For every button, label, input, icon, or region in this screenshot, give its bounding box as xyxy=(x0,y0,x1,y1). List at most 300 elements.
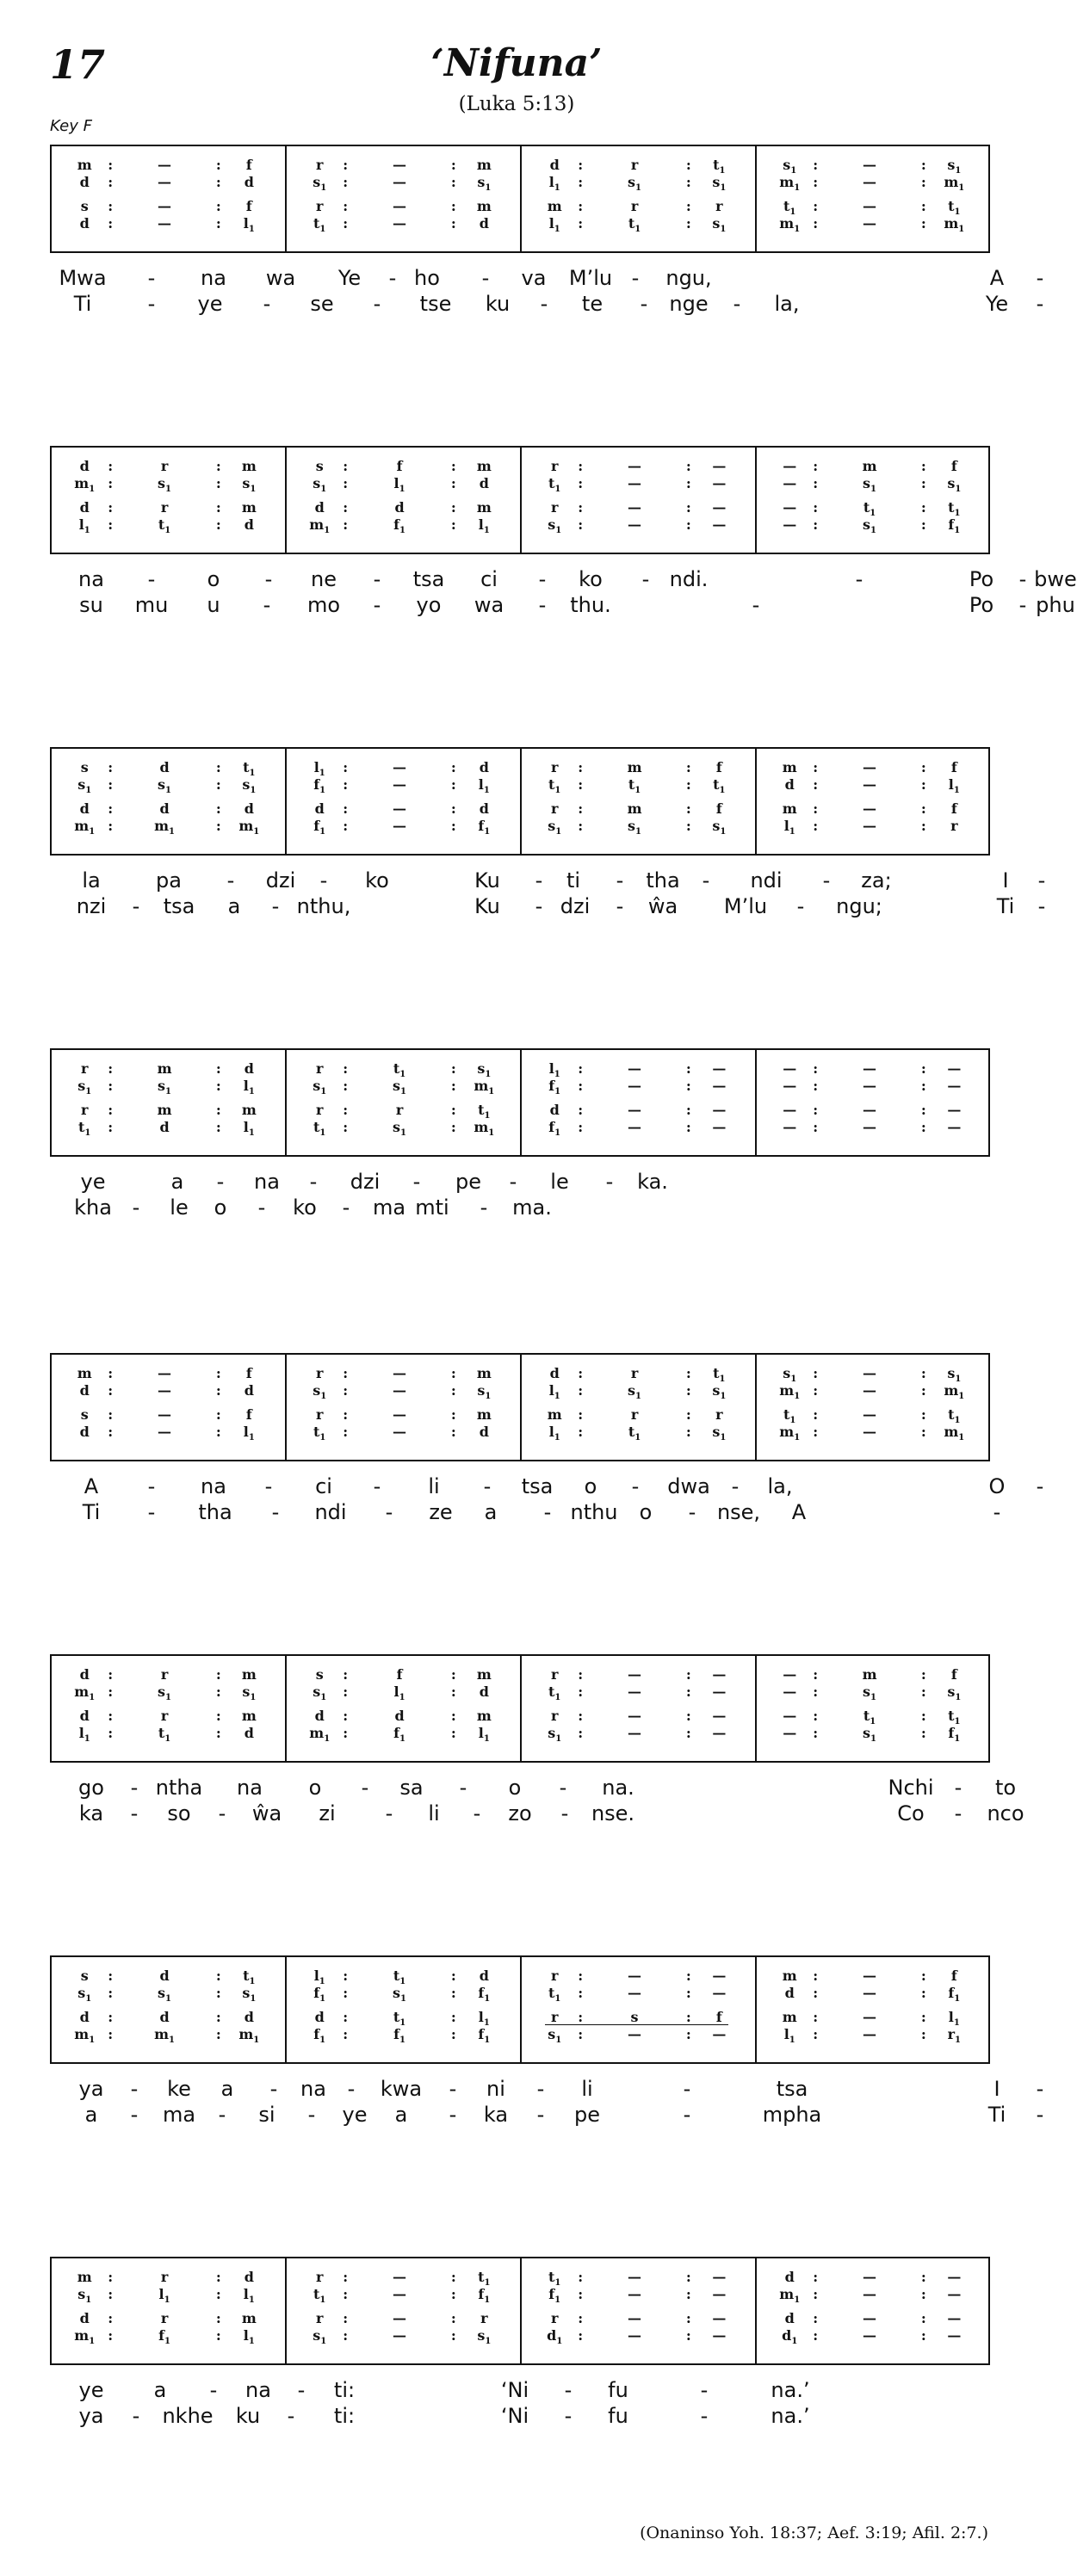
solfa-note: — xyxy=(393,215,407,232)
solfa-note: d xyxy=(479,1968,489,1984)
lyric-syllable: o xyxy=(584,1474,597,1498)
syllable-hyphen: - xyxy=(147,567,156,591)
beat-separator: : xyxy=(108,215,114,232)
beat-separator: : xyxy=(813,516,819,533)
beat-separator: : xyxy=(215,157,221,173)
solfa-note: — xyxy=(863,174,877,190)
lyric-syllable: tsa xyxy=(776,2077,808,2101)
lyric-line xyxy=(50,566,1077,592)
syllable-hyphen: - xyxy=(538,567,547,591)
solfa-note: $s_1$ xyxy=(242,475,257,495)
lyric-syllable: o xyxy=(639,1500,653,1524)
beat-separator: : xyxy=(920,1119,926,1135)
lyric-syllable: ko xyxy=(579,567,603,591)
beat-separator: : xyxy=(108,1060,114,1077)
beat-separator: : xyxy=(578,2327,584,2344)
scripture-reference: (Luka 5:13) xyxy=(458,93,575,115)
beat-separator: : xyxy=(813,818,819,834)
solfa-note: $f_1$ xyxy=(948,516,961,536)
syllable-hyphen: - xyxy=(342,1195,350,1220)
solfa-note: $s_1$ xyxy=(712,818,727,837)
solfa-note: $l_1$ xyxy=(478,2009,490,2029)
syllable-hyphen: - xyxy=(536,2103,545,2127)
beat-separator: : xyxy=(920,1968,926,1984)
beat-separator: : xyxy=(343,1968,349,1984)
solfa-note: $t_1$ xyxy=(548,1985,561,2005)
solfa-note: $f_1$ xyxy=(478,1985,491,2005)
beat-separator: : xyxy=(920,458,926,474)
lyric-syllable: dwa xyxy=(667,1474,710,1498)
beat-separator: : xyxy=(450,1406,456,1423)
solfa-note: $t_1$ xyxy=(393,2009,406,2029)
beat-separator: : xyxy=(215,2026,221,2042)
beat-separator: : xyxy=(578,759,584,775)
solfa-note: $t_1$ xyxy=(713,1365,726,1385)
beat-separator: : xyxy=(108,1968,114,1984)
syllable-hyphen: - xyxy=(631,266,640,290)
lyric-line xyxy=(50,2377,990,2403)
solfa-note: — xyxy=(863,2009,877,2025)
lyric-syllable: a xyxy=(170,1170,184,1194)
lyric-syllable: tsa xyxy=(521,1474,554,1498)
solfa-note: s xyxy=(80,198,89,214)
lyric-syllable: ma xyxy=(162,2103,196,2127)
beat-separator: : xyxy=(813,1078,819,1094)
solfa-note: $s_1$ xyxy=(947,1365,962,1385)
beat-separator: : xyxy=(343,1119,349,1135)
solfa-note: — xyxy=(947,1102,962,1118)
lyric-syllable: nse, xyxy=(716,1500,761,1524)
syllable-hyphen: - xyxy=(269,2077,278,2101)
lyric-syllable: pe xyxy=(574,2103,600,2127)
lyric-syllable: dzi xyxy=(350,1170,381,1194)
solfa-note: m xyxy=(547,198,562,214)
lyric-syllable: ŵa xyxy=(647,894,678,918)
beat-separator: : xyxy=(685,1119,691,1135)
syllable-hyphen: - xyxy=(216,1170,225,1194)
bar-line xyxy=(755,1355,757,1460)
beat-separator: : xyxy=(450,1424,456,1440)
solfa-note: s xyxy=(80,1968,89,1984)
solfa-note: f xyxy=(950,1666,957,1683)
beat-separator: : xyxy=(578,2009,584,2025)
beat-separator: : xyxy=(813,1406,819,1423)
syllable-hyphen: - xyxy=(130,1776,139,1800)
beat-separator: : xyxy=(108,475,114,491)
lyric-line xyxy=(50,1195,990,1220)
solfa-note: $l_1$ xyxy=(548,215,560,235)
beat-separator: : xyxy=(215,1365,221,1381)
syllable-hyphen: - xyxy=(683,2103,691,2127)
beat-separator: : xyxy=(215,2327,221,2344)
beat-separator: : xyxy=(920,1708,926,1724)
syllable-hyphen: - xyxy=(287,2404,295,2428)
beat-separator: : xyxy=(343,2327,349,2344)
beat-separator: : xyxy=(813,2269,819,2285)
solfa-note: r xyxy=(316,1102,324,1118)
lyric-syllable: a xyxy=(394,2103,408,2127)
solfa-note: r xyxy=(160,2310,169,2326)
lyric-syllable: ka. xyxy=(637,1170,668,1194)
lyric-syllable: tha xyxy=(198,1500,232,1524)
syllable-hyphen: - xyxy=(226,868,235,893)
solfa-note: $s_1$ xyxy=(947,475,962,495)
lyric-syllable: kha xyxy=(74,1195,112,1220)
beat-separator: : xyxy=(920,215,926,232)
syllable-hyphen: - xyxy=(209,2378,218,2402)
beat-separator: : xyxy=(813,174,819,190)
beat-separator: : xyxy=(813,499,819,516)
solfa-note: — xyxy=(393,800,407,817)
lyric-syllable: la, xyxy=(774,292,800,316)
beat-separator: : xyxy=(215,818,221,834)
beat-separator: : xyxy=(108,2009,114,2025)
solfa-note: m xyxy=(476,458,492,474)
solfa-note: $t_1$ xyxy=(548,776,561,796)
beat-separator: : xyxy=(813,1119,819,1135)
solfa-note: r xyxy=(551,1968,559,1984)
beat-separator: : xyxy=(108,174,114,190)
solfa-note: — xyxy=(712,1060,727,1077)
beat-separator: : xyxy=(215,2310,221,2326)
lyric-syllable: zo xyxy=(508,1801,532,1825)
solfa-note: m xyxy=(241,1708,257,1724)
solfa-note: $l_1$ xyxy=(243,2286,255,2306)
beat-separator: : xyxy=(450,458,456,474)
solfa-note: $t_1$ xyxy=(948,1406,961,1426)
solfa-note: $s_1$ xyxy=(477,1060,492,1080)
beat-separator: : xyxy=(578,2269,584,2285)
solfa-note: — xyxy=(863,1406,877,1423)
solfa-note: — xyxy=(628,1078,642,1094)
solfa-note: $l_1$ xyxy=(393,1683,405,1703)
solfa-note: — xyxy=(712,475,727,491)
syllable-hyphen: - xyxy=(147,1474,156,1498)
lyric-syllable: ndi xyxy=(314,1500,347,1524)
solfa-note: $s_1$ xyxy=(783,1365,797,1385)
syllable-hyphen: - xyxy=(218,1801,226,1825)
solfa-note: — xyxy=(712,499,727,516)
bar-line xyxy=(520,1656,522,1761)
music-system xyxy=(50,2257,990,2429)
beat-separator: : xyxy=(813,157,819,173)
lyric-syllable: ku xyxy=(485,292,511,316)
beat-separator: : xyxy=(920,499,926,516)
lyric-syllable: a xyxy=(227,894,241,918)
syllable-hyphen: - xyxy=(147,1500,156,1524)
syllable-hyphen: - xyxy=(130,2077,139,2101)
solfa-note: r xyxy=(630,157,639,173)
lyric-syllable: I xyxy=(993,2077,1000,2101)
solfa-note: f xyxy=(245,198,252,214)
syllable-hyphen: - xyxy=(218,2103,226,2127)
beat-separator: : xyxy=(215,2286,221,2302)
solfa-note: — xyxy=(863,1985,877,2001)
solfa-note: $t_1$ xyxy=(713,776,726,796)
beat-separator: : xyxy=(450,1666,456,1683)
solfa-note: d xyxy=(479,475,489,491)
beat-separator: : xyxy=(450,1708,456,1724)
solfa-note: s xyxy=(630,2009,639,2025)
solfa-note: $f_1$ xyxy=(548,1078,561,1097)
beat-separator: : xyxy=(450,215,456,232)
bar-line xyxy=(520,146,522,251)
lyric-syllable: u xyxy=(207,593,220,617)
solfa-note: — xyxy=(712,1683,727,1700)
solfa-note: $t_1$ xyxy=(478,1102,491,1121)
solfa-note: d xyxy=(79,800,90,817)
solfa-note: d xyxy=(394,1708,405,1724)
syllable-hyphen: - xyxy=(373,567,381,591)
solfa-note: — xyxy=(628,1725,642,1741)
solfa-note: — xyxy=(628,1060,642,1077)
solfa-note: — xyxy=(783,1102,797,1118)
solfa-note: d xyxy=(479,1683,489,1700)
syllable-hyphen: - xyxy=(257,1195,266,1220)
beat-separator: : xyxy=(215,215,221,232)
solfa-note: r xyxy=(715,198,723,214)
solfa-note: $d_1$ xyxy=(782,2327,798,2347)
lyric-syllable: ntha xyxy=(155,1776,203,1800)
lyric-syllable: ma xyxy=(372,1195,406,1220)
solfa-note: $t_1$ xyxy=(393,1968,406,1987)
solfa-note: — xyxy=(393,2310,407,2326)
beat-separator: : xyxy=(450,499,456,516)
solfa-note: d xyxy=(79,2310,90,2326)
solfa-note: d xyxy=(244,174,254,190)
syllable-hyphen: - xyxy=(130,1801,139,1825)
solfa-note: $s_1$ xyxy=(783,157,797,176)
beat-separator: : xyxy=(343,1382,349,1399)
lyric-syllable: Ku xyxy=(474,868,500,893)
solfa-note: — xyxy=(712,2026,727,2042)
lyric-syllable: tsa xyxy=(412,567,445,591)
lyric-syllable: yo xyxy=(416,593,442,617)
beat-separator: : xyxy=(343,2026,349,2042)
solfa-note: — xyxy=(628,1708,642,1724)
beat-separator: : xyxy=(108,1666,114,1683)
beat-separator: : xyxy=(343,1406,349,1423)
syllable-hyphen: - xyxy=(993,1500,1001,1524)
beat-separator: : xyxy=(578,2026,584,2042)
music-system xyxy=(50,1654,1024,1826)
beat-separator: : xyxy=(215,174,221,190)
beat-separator: : xyxy=(920,516,926,533)
solfa-note: $s_1$ xyxy=(548,818,562,837)
beat-separator: : xyxy=(920,2286,926,2302)
solfa-note: $s_1$ xyxy=(77,1078,92,1097)
syllable-hyphen: - xyxy=(1036,292,1044,316)
beat-separator: : xyxy=(578,1708,584,1724)
solfa-note: r xyxy=(551,800,559,817)
beat-separator: : xyxy=(813,800,819,817)
syllable-hyphen: - xyxy=(796,894,805,918)
beat-separator: : xyxy=(108,1365,114,1381)
lyric-syllable: A xyxy=(989,266,1005,290)
beat-separator: : xyxy=(343,1708,349,1724)
beat-separator: : xyxy=(920,1666,926,1683)
beat-separator: : xyxy=(685,1382,691,1399)
syllable-hyphen: - xyxy=(752,593,760,617)
solfa-note: $t_1$ xyxy=(628,776,641,796)
solfa-note: — xyxy=(783,516,797,533)
beat-separator: : xyxy=(343,215,349,232)
beat-separator: : xyxy=(685,776,691,793)
bar-line xyxy=(520,1355,522,1460)
beat-separator: : xyxy=(108,2310,114,2326)
solfa-note: — xyxy=(783,1119,797,1135)
solfa-note: f xyxy=(950,458,957,474)
solfa-note: — xyxy=(393,1406,407,1423)
solfa-note: — xyxy=(628,499,642,516)
solfa-note: — xyxy=(783,1078,797,1094)
beat-separator: : xyxy=(813,1060,819,1077)
beat-separator: : xyxy=(343,1985,349,2001)
music-system xyxy=(50,747,1046,919)
lyric-syllable: nse. xyxy=(591,1801,635,1825)
solfa-note: $m_1$ xyxy=(779,2286,801,2306)
lyric-syllable: le xyxy=(170,1195,189,1220)
solfa-note: d xyxy=(79,1424,90,1440)
lyric-syllable: Po xyxy=(969,593,994,617)
lyric-syllable: ci xyxy=(315,1474,332,1498)
solfa-note: $m_1$ xyxy=(944,174,965,194)
solfa-note: $s_1$ xyxy=(477,174,492,194)
lyric-syllable: nthu xyxy=(570,1500,618,1524)
solfa-note: d xyxy=(314,800,325,817)
bar-line xyxy=(520,749,522,854)
lyric-syllable: nthu, xyxy=(296,894,351,918)
syllable-hyphen: - xyxy=(640,292,648,316)
beat-separator: : xyxy=(920,2009,926,2025)
solfa-note: $s_1$ xyxy=(477,1382,492,1402)
syllable-hyphen: - xyxy=(564,2378,573,2402)
beat-separator: : xyxy=(343,1424,349,1440)
solfa-note: $l_1$ xyxy=(78,516,90,536)
solfa-note: $m_1$ xyxy=(74,2327,96,2347)
solfa-note: f xyxy=(715,800,722,817)
solfa-note: d xyxy=(79,1708,90,1724)
lyric-syllable: va xyxy=(521,266,547,290)
solfa-note: $f_1$ xyxy=(313,1985,326,2005)
beat-separator: : xyxy=(813,2286,819,2302)
beat-separator: : xyxy=(578,1725,584,1741)
solfa-note: m xyxy=(476,198,492,214)
solfa-note: $s_1$ xyxy=(863,1683,877,1703)
beat-separator: : xyxy=(450,2327,456,2344)
lyric-syllable: na.’ xyxy=(771,2404,810,2428)
lyric-syllable: nco xyxy=(987,1801,1024,1825)
solfa-note: r xyxy=(630,198,639,214)
bar-line xyxy=(520,448,522,553)
lyric-syllable: ka xyxy=(78,1801,104,1825)
lyric-syllable: na.’ xyxy=(771,2378,810,2402)
beat-separator: : xyxy=(578,1406,584,1423)
beat-separator: : xyxy=(813,475,819,491)
lyric-syllable: na xyxy=(245,2378,271,2402)
solfa-note: $s_1$ xyxy=(628,818,642,837)
syllable-hyphen: - xyxy=(147,292,156,316)
beat-separator: : xyxy=(343,1102,349,1118)
syllable-hyphen: - xyxy=(564,2404,573,2428)
solfa-note: $t_1$ xyxy=(548,2269,561,2289)
lyric-syllable: ‘Ni xyxy=(500,2404,529,2428)
syllable-hyphen: - xyxy=(1018,593,1027,617)
beat-separator: : xyxy=(813,1666,819,1683)
beat-separator: : xyxy=(108,1683,114,1700)
solfa-note: m xyxy=(77,1365,92,1381)
solfa-note: $s_1$ xyxy=(77,2286,92,2306)
lyric-syllable: A xyxy=(791,1500,807,1524)
lyric-syllable: tha xyxy=(646,868,680,893)
solfa-note: — xyxy=(783,1708,797,1724)
lyric-syllable: Ye xyxy=(985,292,1009,316)
beat-separator: : xyxy=(108,818,114,834)
beat-separator: : xyxy=(450,1102,456,1118)
syllable-hyphen: - xyxy=(535,868,543,893)
beat-separator: : xyxy=(108,157,114,173)
syllable-hyphen: - xyxy=(263,292,271,316)
lyric-syllable: na xyxy=(201,1474,226,1498)
beat-separator: : xyxy=(343,1666,349,1683)
solfa-note: $t_1$ xyxy=(628,215,641,235)
beat-separator: : xyxy=(685,2327,691,2344)
lyric-syllable: a xyxy=(153,2378,167,2402)
beat-separator: : xyxy=(920,157,926,173)
solfa-note: d xyxy=(159,1119,170,1135)
solfa-note: — xyxy=(628,2026,642,2042)
solfa-note: — xyxy=(863,759,877,775)
beat-separator: : xyxy=(685,1708,691,1724)
syllable-hyphen: - xyxy=(459,1776,467,1800)
lyric-syllable: zi xyxy=(319,1801,336,1825)
solfa-note: $l_1$ xyxy=(548,1382,560,1402)
syllable-hyphen: - xyxy=(147,266,156,290)
beat-separator: : xyxy=(343,1060,349,1077)
solfa-note: $l_1$ xyxy=(478,516,490,536)
solfa-note: — xyxy=(712,516,727,533)
lyric-syllable: Mwa xyxy=(59,266,107,290)
syllable-hyphen: - xyxy=(700,2378,709,2402)
bar-line xyxy=(520,1957,522,2062)
beat-separator: : xyxy=(685,2286,691,2302)
solfa-note: — xyxy=(393,1424,407,1440)
solfa-note: — xyxy=(158,215,172,232)
beat-separator: : xyxy=(813,2009,819,2025)
solfa-note: $l_1$ xyxy=(548,174,560,194)
beat-separator: : xyxy=(108,1078,114,1094)
solfa-note: $t_1$ xyxy=(478,2269,491,2289)
solfa-note: r xyxy=(316,1365,324,1381)
lyric-line xyxy=(50,2102,1044,2128)
syllable-hyphen: - xyxy=(373,292,381,316)
solfa-note: f xyxy=(245,1406,252,1423)
syllable-hyphen: - xyxy=(297,2378,306,2402)
solfa-note: d xyxy=(314,1708,325,1724)
lyric-syllable: a xyxy=(484,1500,498,1524)
solfa-note: s xyxy=(315,1666,324,1683)
solfa-note: $s_1$ xyxy=(242,1985,257,2005)
solfa-note: d xyxy=(479,759,489,775)
solfa-note: r xyxy=(630,1365,639,1381)
solfa-note: — xyxy=(158,174,172,190)
syllable-hyphen: - xyxy=(559,1776,567,1800)
staff-box xyxy=(50,1048,990,1157)
solfa-note: — xyxy=(863,776,877,793)
beat-separator: : xyxy=(215,1708,221,1724)
solfa-note: — xyxy=(393,157,407,173)
solfa-note: — xyxy=(158,1365,172,1381)
